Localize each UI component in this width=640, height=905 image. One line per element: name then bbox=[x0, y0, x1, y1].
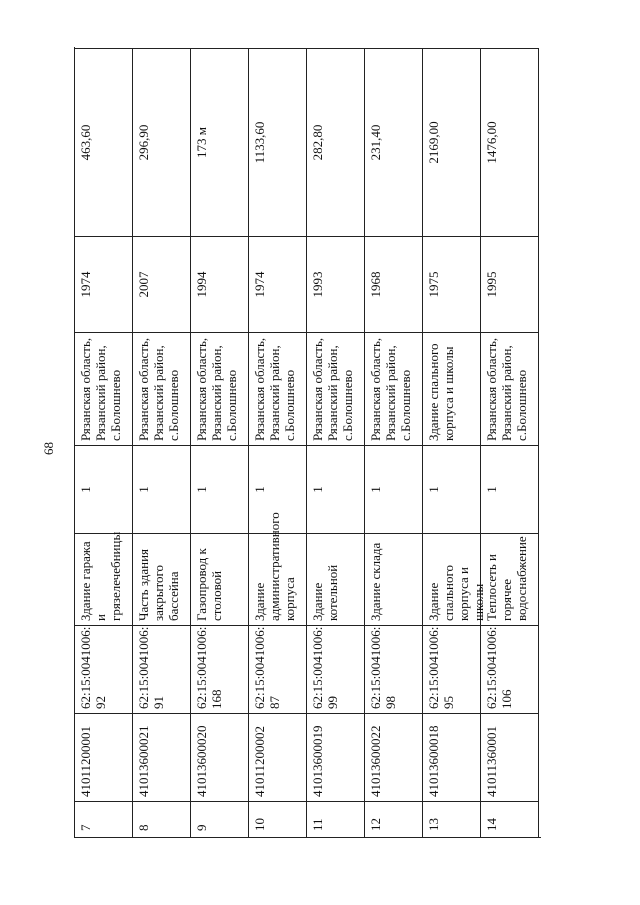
quantity-cell: 1 bbox=[481, 445, 539, 533]
object-name-cell: Теплосеть и горячее водоснабжение bbox=[481, 533, 539, 625]
object-name-cell: Часть здания закрытого бассейна bbox=[133, 533, 191, 625]
year-cell: 1993 bbox=[307, 236, 365, 332]
object-name-cell: Здание гаража и грязелечебницы bbox=[75, 533, 133, 625]
row-number-cell: 9 bbox=[191, 801, 249, 837]
page-number: 68 bbox=[41, 442, 56, 455]
row-number-cell: 11 bbox=[307, 801, 365, 837]
address-cell: Рязанская область, Рязанский район, с.Болошнево bbox=[249, 332, 307, 445]
row-number-cell: 14 bbox=[481, 801, 539, 837]
cadastral-number-cell: 62:15:0041006: 92 bbox=[75, 625, 133, 713]
cadastral-number-cell: 62:15:0041006: 168 bbox=[191, 625, 249, 713]
value-cell: 296,90 bbox=[133, 48, 191, 236]
object-name-cell: Здание административного корпуса bbox=[249, 533, 307, 625]
value-cell: 1476,00 bbox=[481, 48, 539, 236]
address-cell: Рязанская область, Рязанский район, с.Болошнево bbox=[481, 332, 539, 445]
year-cell: 1974 bbox=[249, 236, 307, 332]
value-cell: 231,40 bbox=[365, 48, 423, 236]
inventory-number-cell: 41013600018 bbox=[423, 713, 481, 801]
cadastral-number-cell: 62:15:0041006: 99 bbox=[307, 625, 365, 713]
year-cell: 1995 bbox=[481, 236, 539, 332]
row-number-cell: 7 bbox=[75, 801, 133, 837]
inventory-number-cell: 41013600019 bbox=[307, 713, 365, 801]
address-cell: Рязанская область, Рязанский район, с.Болошнево bbox=[365, 332, 423, 445]
quantity-cell: 1 bbox=[133, 445, 191, 533]
value-cell: 463,60 bbox=[75, 48, 133, 236]
address-cell: Рязанская область, Рязанский район, с.Болошнево bbox=[133, 332, 191, 445]
year-cell: 1974 bbox=[75, 236, 133, 332]
year-cell: 1975 bbox=[423, 236, 481, 332]
inventory-number-cell: 41011200002 bbox=[249, 713, 307, 801]
value-cell: 173 м bbox=[191, 48, 249, 236]
row-number-cell: 13 bbox=[423, 801, 481, 837]
quantity-cell: 1 bbox=[423, 445, 481, 533]
row-number-cell: 12 bbox=[365, 801, 423, 837]
cadastral-number-cell: 62:15:0041006: 87 bbox=[249, 625, 307, 713]
year-cell: 1994 bbox=[191, 236, 249, 332]
cadastral-number-cell: 62:15:0041006: 95 bbox=[423, 625, 481, 713]
object-name-cell: Здание спального корпуса и школы bbox=[423, 533, 481, 625]
row-number-cell: 10 bbox=[249, 801, 307, 837]
inventory-number-cell: 41011360001 bbox=[481, 713, 539, 801]
year-cell: 2007 bbox=[133, 236, 191, 332]
cadastral-number-cell: 62:15:0041006: 106 bbox=[481, 625, 539, 713]
quantity-cell: 1 bbox=[191, 445, 249, 533]
value-cell: 1133,60 bbox=[249, 48, 307, 236]
quantity-cell: 1 bbox=[307, 445, 365, 533]
inventory-number-cell: 41013600022 bbox=[365, 713, 423, 801]
cadastral-number-cell: 62:15:0041006: 98 bbox=[365, 625, 423, 713]
value-cell: 282,80 bbox=[307, 48, 365, 236]
inventory-number-cell: 41013600020 bbox=[191, 713, 249, 801]
year-cell: 1968 bbox=[365, 236, 423, 332]
address-cell: Рязанская область, Рязанский район, с.Болошнево bbox=[191, 332, 249, 445]
address-cell: Здание спального корпуса и школы bbox=[423, 332, 481, 445]
cadastral-number-cell: 62:15:0041006: 91 bbox=[133, 625, 191, 713]
property-table bbox=[74, 47, 541, 838]
address-cell: Рязанская область, Рязанский район, с.Болошнево bbox=[307, 332, 365, 445]
object-name-cell: Здание котельной bbox=[307, 533, 365, 625]
row-number-cell: 8 bbox=[133, 801, 191, 837]
value-cell: 2169,00 bbox=[423, 48, 481, 236]
inventory-number-cell: 41013600021 bbox=[133, 713, 191, 801]
address-cell: Рязанская область, Рязанский район, с.Болошнево bbox=[75, 332, 133, 445]
object-name-cell: Здание склада bbox=[365, 533, 423, 625]
inventory-number-cell: 41011200001 bbox=[75, 713, 133, 801]
quantity-cell: 1 bbox=[249, 445, 307, 533]
object-name-cell: Газопровод к столовой bbox=[191, 533, 249, 625]
quantity-cell: 1 bbox=[75, 445, 133, 533]
quantity-cell: 1 bbox=[365, 445, 423, 533]
